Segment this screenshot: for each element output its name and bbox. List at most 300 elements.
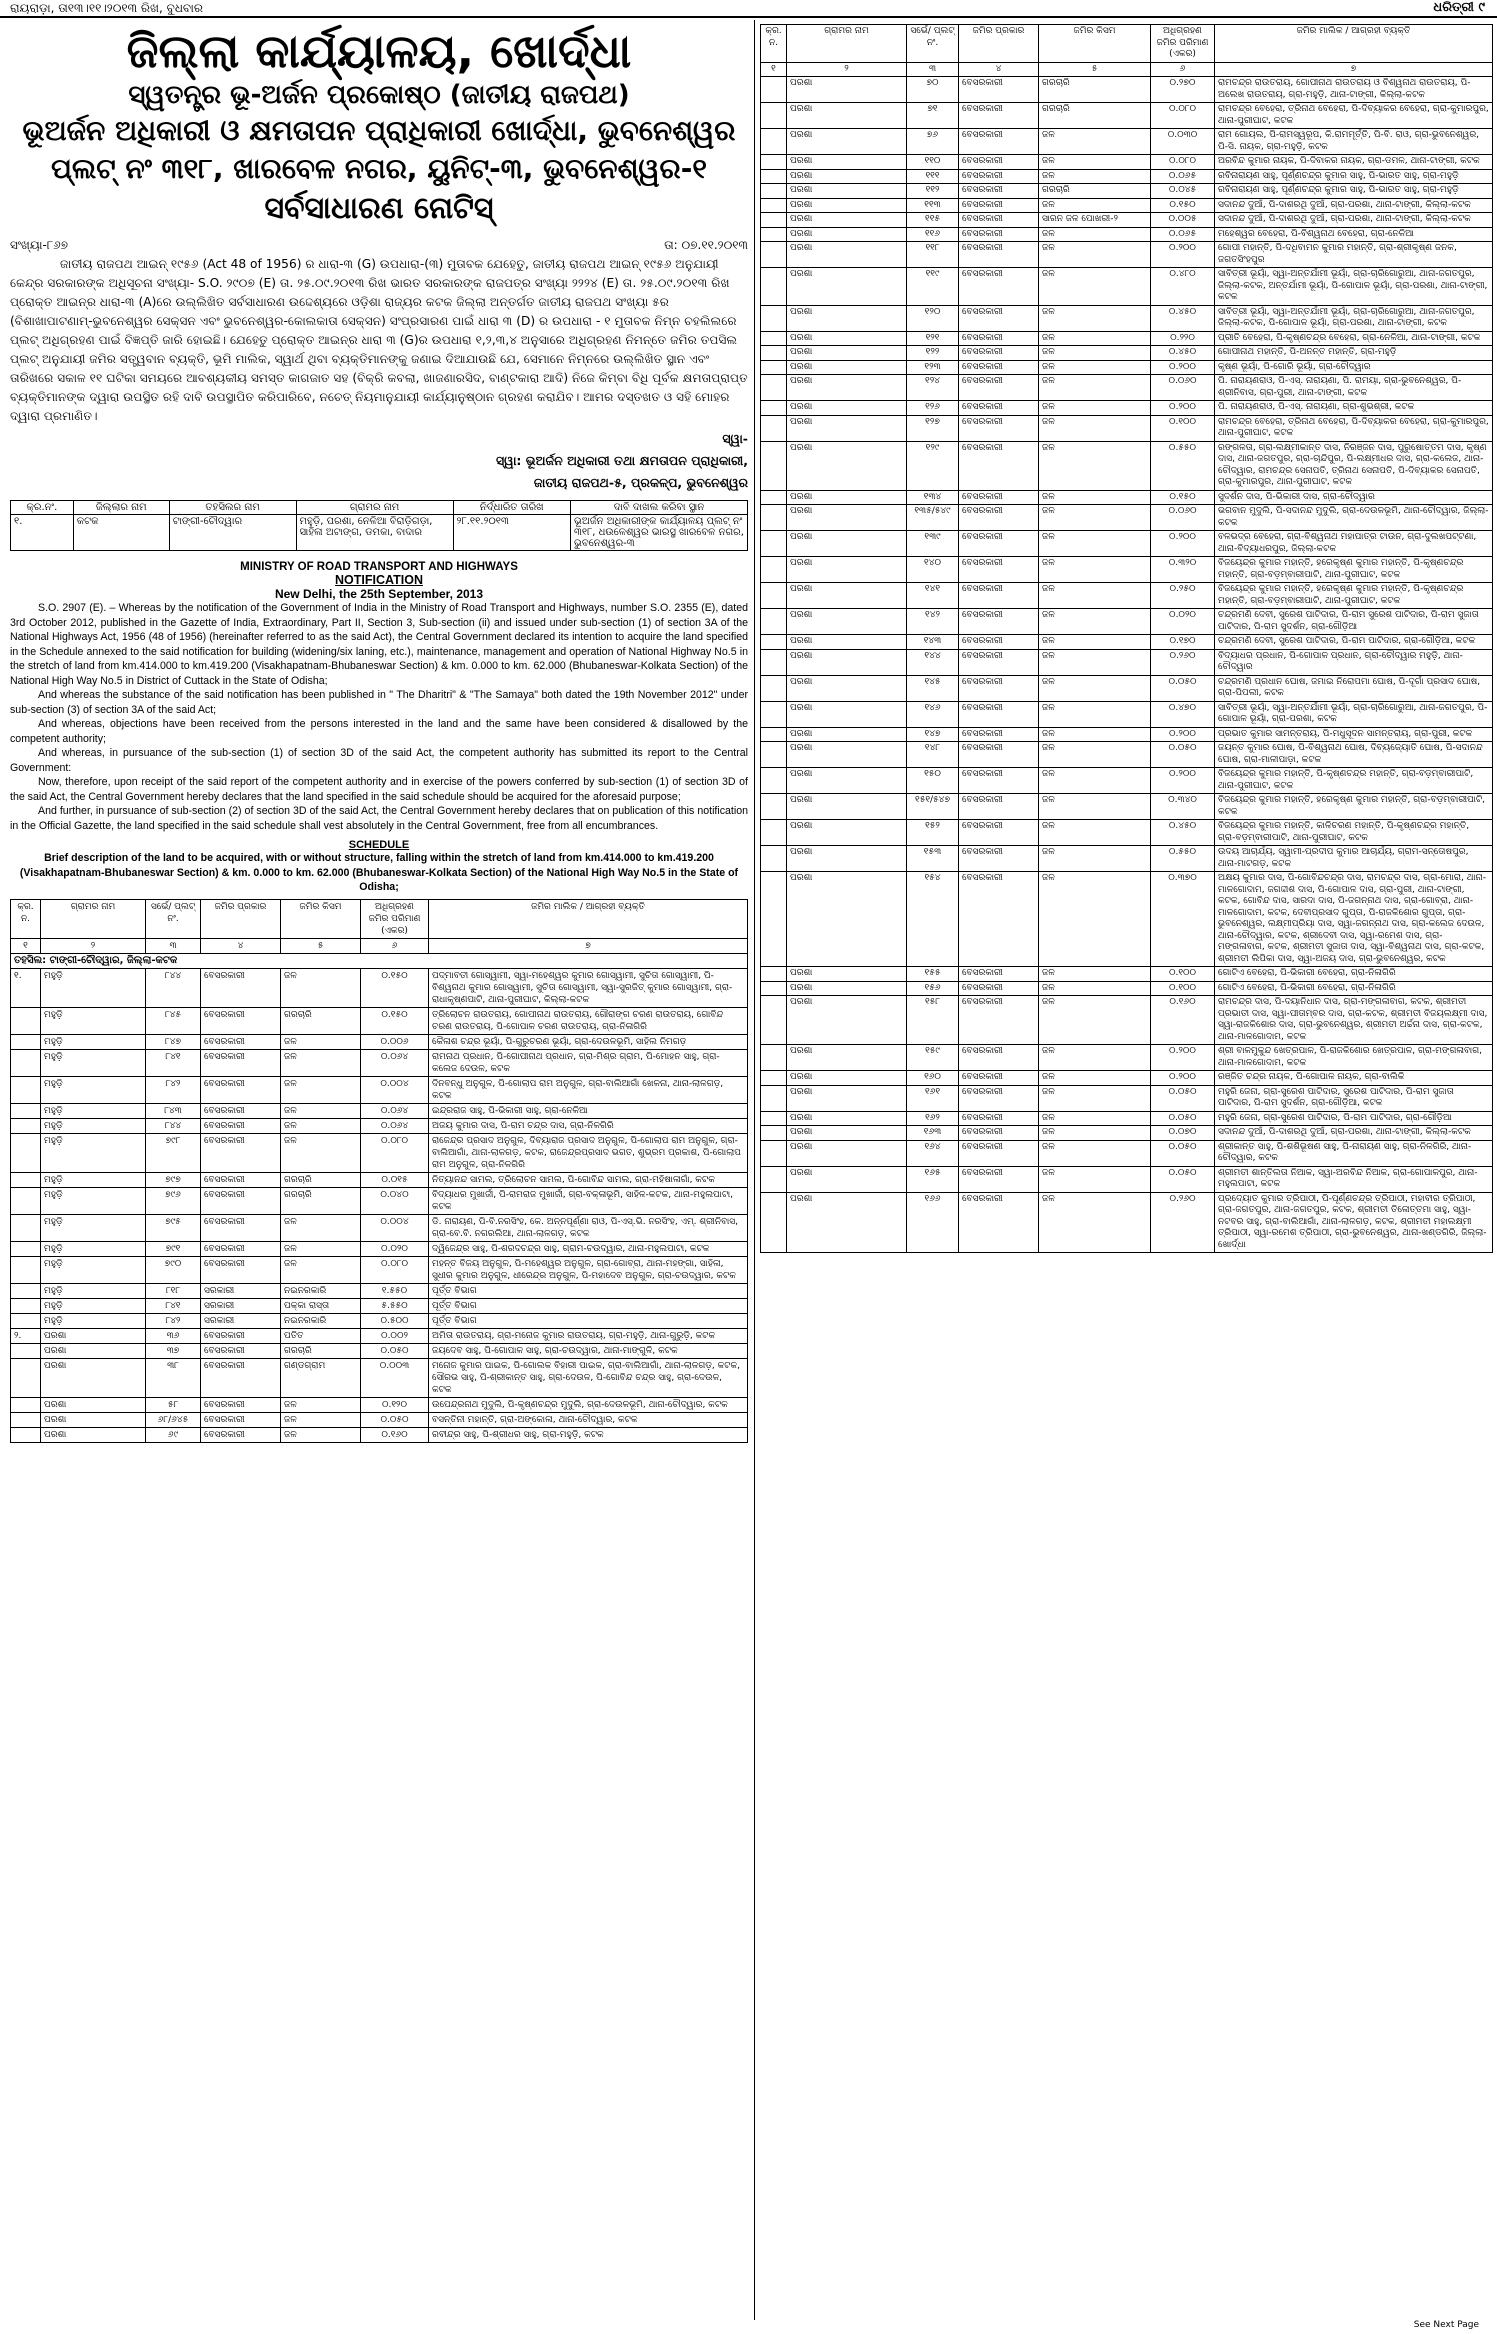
table-cell: ଶ୍ରୀ ବାଳମୁକୁନ୍ଦ ଖେତ୍ରପାଳ, ପି-ରାଜକିଶୋର ଖେତ୍ରପାଳ, ଗ୍ରା-ମଙ୍ଗଳାବାଗ, ଥାନା-ମାଳଗୋଦାମ, କଟକ	[1215, 1045, 1493, 1071]
table-cell: ପରଶା	[787, 401, 907, 416]
table-cell: ୦.୦୫୦	[1151, 1166, 1215, 1192]
table-cell: ୦.୪୭୦	[1151, 701, 1215, 727]
table-cell: ୮୪୨	[146, 1313, 201, 1328]
table-cell: ପରଶା	[787, 609, 907, 635]
table-cell	[761, 1111, 787, 1126]
table-cell: ସୁଦର୍ଶନ ଦାସ, ପି-ଭିକାରୀ ଦାସ, ଗ୍ରା-ଚୌଦ୍ୱାର	[1215, 490, 1493, 505]
table-cell: ୧୨୭	[907, 415, 959, 441]
table-cell: ୦.୪୫୦	[1151, 346, 1215, 361]
table-cell: ବେସରକାରୀ	[201, 1241, 281, 1256]
table-cell: ବେସରକାରୀ	[959, 1071, 1039, 1086]
table-cell	[761, 1071, 787, 1086]
table-cell: ୭୯୮	[146, 1133, 201, 1172]
table-cell: ଚନ୍ଦ୍ରମଣି ପ୍ରଧାନ ଘୋଷ, ଜମାଇ ନିରୋପମା ଘୋଷ, ପି-ଦୂର୍ଗା ପ୍ରସାଦ ଘୋଷ, ଗ୍ରା-ପିପଲୀ, କଟକ	[1215, 675, 1493, 701]
table-cell: ଜଳ	[1039, 401, 1151, 416]
table-cell: ୦.୧୨୦	[361, 1397, 429, 1412]
hearing-col: ଜିଲ୍ଲାର ନାମ	[73, 501, 169, 515]
table-cell: ବେସରକାରୀ	[959, 846, 1039, 872]
table-cell: ବେସରକାରୀ	[959, 649, 1039, 675]
table-cell: ୦.୧୬୦	[1151, 996, 1215, 1045]
schedule-col-number: ୬	[361, 938, 429, 953]
table-cell: ୦.୨୬୦	[1151, 649, 1215, 675]
table-cell: ୦.୦୦୩	[361, 1358, 429, 1397]
table-cell: ୦.୫୦୦	[361, 1313, 429, 1328]
table-cell: ପରଶା	[787, 1192, 907, 1253]
table-cell: ଜଳ	[1039, 557, 1151, 583]
table-cell: ପକ୍କା ରାସ୍ତା	[281, 1298, 361, 1313]
table-cell	[761, 103, 787, 129]
table-cell: ୦.୧୫୦	[1151, 198, 1215, 213]
table-cell: ୬୯	[146, 1427, 201, 1442]
table-cell: ଜଳ	[281, 1049, 361, 1076]
table-row	[761, 1140, 1493, 1166]
table-cell: ସରକାରୀ	[201, 1283, 281, 1298]
table-cell: ବେସରକାରୀ	[959, 583, 1039, 609]
table-cell: ଜଳ	[1039, 967, 1151, 982]
table-cell: ୧୬୩	[907, 1126, 959, 1141]
table-cell: ୦.୧୦୦	[1151, 415, 1215, 441]
table-cell: ୦.୨୬୦	[1151, 1192, 1215, 1253]
hearing-cell: ଟାଙ୍ଗୀ-ଚୌଦ୍ୱାର	[169, 515, 296, 551]
table-cell: ଜଳ	[1039, 360, 1151, 375]
address-line: ପ୍ଲଟ୍ ନଂ ୩୧୮, ଖାରବେଳ ନଗର, ୟୁନିଟ୍-୩, ଭୁବନେଶ୍ୱର-୧	[50, 152, 707, 185]
table-cell: ମହୁଡ଼ି	[41, 968, 146, 1007]
table-cell: ୧୬୧	[907, 1085, 959, 1111]
table-cell: ମହୁଡ଼ି	[41, 1103, 146, 1118]
schedule-table-left	[10, 899, 748, 1443]
table-row	[761, 872, 1493, 967]
sign-line-1: ସ୍ୱା-	[722, 431, 748, 446]
table-cell: ଜଳ	[1039, 727, 1151, 742]
table-cell: ଜଳ	[1039, 981, 1151, 996]
table-cell: ଜଳ	[1039, 996, 1151, 1045]
table-cell	[761, 1085, 787, 1111]
schedule-col-number: ୧	[11, 938, 41, 953]
table-row	[761, 1166, 1493, 1192]
table-cell: ୦.୦୦୫	[1151, 213, 1215, 228]
table-cell: ଜଳ	[281, 1412, 361, 1427]
table-cell: ୭୦	[907, 77, 959, 103]
table-row	[11, 1214, 748, 1241]
office-title: ଜିଲ୍ଲା କାର୍ଯ୍ୟାଳୟ, ଖୋର୍ଦ୍ଧା	[126, 24, 632, 78]
table-cell: ୧୪୬	[907, 701, 959, 727]
schedule-body-left	[11, 899, 748, 1442]
table-cell: କୃଷ୍ଣ ଭୂୟାଁ, ପି-ଗୋରି ଭୂୟାଁ, ଗ୍ରା-ଚୌଦ୍ୱାର	[1215, 360, 1493, 375]
table-cell: ଗୋଟିଏ ବେହେରା, ପି-ଭିକାରୀ ବେହେରା, ଗ୍ରା-ନିଳାଗିରି	[1215, 981, 1493, 996]
table-cell: ବିଜୟେନ୍ଦ୍ର କୁମାର ମହାନ୍ତି, ହରେକୃଷ୍ଣ କୁମାର ମହାନ୍ତି, ଗ୍ରା-ବଡ଼ମ୍ବାରୀପାଟି, କଟକ	[1215, 794, 1493, 820]
table-cell: ୧୨୧	[907, 331, 959, 346]
table-cell	[761, 360, 787, 375]
hearing-col: ନିର୍ଦ୍ଧାରିତ ତାରିଖ	[453, 501, 570, 515]
table-cell: ଗୋଟିଏ ବେହେରା, ପି-ଭିକାରୀ ବେହେରା, ଗ୍ରା-ନିଳାଗିରି	[1215, 967, 1493, 982]
table-cell: ୫.୫୫୦	[361, 1298, 429, 1313]
hearing-row	[11, 515, 748, 551]
table-cell: ପରଶା	[787, 1166, 907, 1192]
table-cell: ବେସରକାରୀ	[201, 1118, 281, 1133]
table-row	[761, 415, 1493, 441]
table-cell: ବେସରକାରୀ	[959, 727, 1039, 742]
table-cell	[761, 996, 787, 1045]
table-cell: ବେସରକାରୀ	[959, 635, 1039, 650]
table-cell: ଜଳ	[281, 1256, 361, 1283]
table-row	[761, 401, 1493, 416]
table-cell: ମହୁଡ଼ି	[41, 1034, 146, 1049]
schedule-number-row	[761, 62, 1493, 77]
table-cell: ଜଳ	[1039, 872, 1151, 967]
table-row	[761, 213, 1493, 228]
english-notification	[10, 561, 748, 895]
table-cell: ୮୪୨	[146, 1076, 201, 1103]
table-cell: ଜଳ	[1039, 1140, 1151, 1166]
table-row	[11, 1241, 748, 1256]
table-cell: ଜଳ	[1039, 1126, 1151, 1141]
schedule-col-number: ୫	[281, 938, 361, 953]
table-cell: ଗଣ୍ଡଗ୍ରାମ	[281, 1358, 361, 1397]
table-row	[11, 968, 748, 1007]
table-cell: ବେସରକାରୀ	[959, 268, 1039, 306]
table-cell: ପରଶା	[787, 77, 907, 103]
schedule-title: SCHEDULE	[348, 839, 410, 851]
table-cell: ଜଳ	[281, 1118, 361, 1133]
table-cell	[761, 490, 787, 505]
table-cell: ବେସରକାରୀ	[959, 375, 1039, 401]
table-cell: ଦ୍ୱିଜେନ୍ଦ୍ର ସାହୁ, ପି-ଶରଦଚନ୍ଦ୍ର ସାହୁ, ଗ୍ରାମ-ଚଉଦ୍ୱାର, ଥାନା-ମହୁଲପାଟା, କଟକ	[429, 1241, 748, 1256]
table-cell: ବେସରକାରୀ	[959, 184, 1039, 199]
table-row	[11, 1313, 748, 1328]
table-cell: ୦.୦୧୫	[361, 1172, 429, 1187]
table-cell: ୩୮	[146, 1358, 201, 1397]
left-column	[10, 24, 748, 2324]
table-cell: ୦.୨୦୦	[1151, 360, 1215, 375]
table-cell: ପରଶା	[787, 169, 907, 184]
table-cell: ପତିତ	[281, 1328, 361, 1343]
table-cell	[761, 242, 787, 268]
table-cell: ୦.୫୫୦	[1151, 846, 1215, 872]
table-cell	[11, 1397, 41, 1412]
table-cell: ମହୁଡ଼ି	[41, 1007, 146, 1034]
table-cell: ପ୍ରଭାତ କୁମାର ସାମନ୍ତରାୟ, ପି-ମଧୁସୂଦନ ସାମନ୍ତରାୟ, ଗ୍ରା-ପୁରୀ, କଟକ	[1215, 727, 1493, 742]
table-cell	[11, 1187, 41, 1214]
table-cell: ୧୪୦	[907, 557, 959, 583]
table-cell: ୦.୦୮୦	[361, 1133, 429, 1172]
table-cell: ୧୬୨	[907, 1111, 959, 1126]
table-cell: ବେସରକାରୀ	[959, 155, 1039, 170]
table-cell	[761, 1140, 787, 1166]
table-cell: ପରଶା	[787, 846, 907, 872]
table-cell: ବେସରକାରୀ	[959, 169, 1039, 184]
hearing-table	[10, 500, 748, 551]
table-row	[761, 169, 1493, 184]
table-cell	[761, 184, 787, 199]
table-cell: ଜଳ	[1039, 675, 1151, 701]
table-cell: ୧୪୫	[907, 675, 959, 701]
table-cell: ବେସରକାରୀ	[959, 531, 1039, 557]
table-cell: ଜଳ	[1039, 129, 1151, 155]
table-cell: ବେସରକାରୀ	[201, 1034, 281, 1049]
table-row	[761, 155, 1493, 170]
table-cell	[11, 1034, 41, 1049]
table-cell: ଜୟଦେବ ସାହୁ, ପି-ଗୋପାଳ ସାହୁ, ଗ୍ରା-ଚଉଦ୍ୱାର, ଥାନା-ମାଙ୍ଗୁଳି, କଟକ	[429, 1343, 748, 1358]
table-cell: ରଙ୍ଗଳତା, ଗ୍ରା-ଲକ୍ଷ୍ମୀକାନ୍ତ ଦାସ, ନିରଞ୍ଜନ ଦାସ, ପୁରୁଷୋତ୍ତମ ଦାସ, କୃଷ୍ଣ ଦାସ, ଥାନା-ଜଗତପୁର, ଗ୍ରା-ଚାନ୍ଦିପୁର, ପି-ଲକ୍ଷ୍ମୀଧର ଦାସ, ଗ୍ରା-କଲେଜ, ଥାନା-ଚୌଦ୍ୱାର, ରାମଚନ୍ଦ୍ର ସେନାପତି, ତ୍ରିନାଥ ସେନାପତି, ପି-ଦିବ୍ୟାକର ସେନାପତି, ଗ୍ରା-କୁମାରପୁର, ଥାନା-ପୁରୀଘାଟ, କଟକ	[1215, 441, 1493, 490]
table-cell	[761, 77, 787, 103]
table-cell: ପରଶା	[787, 305, 907, 331]
table-cell: ପରଶା	[787, 213, 907, 228]
table-cell: ସଦାନନ୍ଦ ଦୁଆଁ, ପି-ଦାଶରଥି ଦୁଆଁ, ଗ୍ରା-ପରଶା, ଥାନା-ଟାଙ୍ଗୀ, କିଲ୍ଲା-କଟକ	[1215, 213, 1493, 228]
table-cell: ପରଶା	[787, 649, 907, 675]
table-cell: ପରଶା	[787, 742, 907, 768]
table-cell: ୧୨୬	[907, 401, 959, 416]
hearing-cell: ୧.	[11, 515, 74, 551]
schedule-col-header: ଜମିର ପ୍ରକାର	[201, 899, 281, 938]
table-cell: ପରଶା	[787, 268, 907, 306]
hearing-col: ଗ୍ରାମର ନାମ	[296, 501, 453, 515]
table-cell: ବେସରକାରୀ	[959, 981, 1039, 996]
table-cell: ବେସରକାରୀ	[959, 346, 1039, 361]
table-cell: ଜଳ	[1039, 820, 1151, 846]
table-cell: ଭଗବାନ ମୁଦୁଲି, ପି-ସଦାନନ୍ଦ ମୁଦୁଲି, ଗ୍ରା-ଦେଉଳଭୂମି, ଥାନା-ଚୌଦ୍ୱାର, ଜିଲ୍ଲା-କଟକ	[1215, 505, 1493, 531]
table-cell	[761, 768, 787, 794]
table-cell: ବିଜୟେନ୍ଦ୍ର କୁମାର ମହାନ୍ତି, ହରେକୃଷ୍ଣ କୁମାର ମହାନ୍ତି, ପି-କୃଷ୍ଣଚନ୍ଦ୍ର ମହାନ୍ତି, ଗ୍ରା-ବଡ଼ମ୍ବାରୀପାଟି, ଥାନା-ପୁରୀଘାଟ, କଟକ	[1215, 557, 1493, 583]
table-cell: ଜଳ	[1039, 701, 1151, 727]
table-cell	[761, 331, 787, 346]
table-cell: ଗରଚାରି	[1039, 77, 1151, 103]
table-cell: ନଇନରକାରି	[281, 1313, 361, 1328]
table-cell: ବେସରକାରୀ	[959, 1111, 1039, 1126]
table-row	[761, 331, 1493, 346]
table-cell: ୦.୦୬୪	[361, 1049, 429, 1076]
table-cell: ପ୍ରୀତି ବେହେରା, ପି-କୃଷ୍ଣଚନ୍ଦ୍ର ବେହେରା, ଗ୍ରା-ନେଳିଆ, ଥାନା-ଟାଙ୍ଗୀ, କଟକ	[1215, 331, 1493, 346]
table-cell: ମହୁଡ଼ି	[41, 1076, 146, 1103]
table-row	[761, 1085, 1493, 1111]
table-cell: ଡି. ନାରାୟଣ, ପି-ବି.ନରସିଂହ, କେ. ଅନ୍ନପୂର୍ଣ୍ଣା ରାଓ, ପି-ଏସ୍.ଭି. ନରସିଂହ, ଏମ୍. ଶ୍ରୀନିବାସ, ଗ୍ରା-ବେ.ବି. ନଗରଲିଆ, ଥାନା-ଲାଳଗଡ଼, କଟକ	[429, 1214, 748, 1241]
table-cell: ୦.୨୦୦	[1151, 727, 1215, 742]
table-cell: ପରଶା	[787, 103, 907, 129]
page-header	[0, 0, 1497, 16]
table-cell: ବେସରକାରୀ	[959, 103, 1039, 129]
schedule-col-header: ଅଧିଗ୍ରହଣ ଜମିର ପରିମାଣ (ଏକର)	[1151, 25, 1215, 63]
table-cell	[11, 1412, 41, 1427]
schedule-col-header: ଅଧିଗ୍ରହଣ ଜମିର ପରିମାଣ (ଏକର)	[361, 899, 429, 938]
table-cell: ବେସରକାରୀ	[959, 401, 1039, 416]
table-cell: ୦.୨୦୦	[1151, 1045, 1215, 1071]
table-cell: ବେସରକାରୀ	[959, 1166, 1039, 1192]
table-cell: ୧.	[11, 968, 41, 1007]
table-cell: ମନୋଜ କୁମାର ପାଇକ, ପି-ଗୋଲକ ବିହାରୀ ପାଇକ, ଗ୍ରା-ବାଲିଆଗାଁ, ଥାନା-ଲାଳଗଡ଼, କଟକ, ସୌରଭ ସାହୁ, ପି-ଶ୍ରୀକାନ୍ତ ସାହୁ, ଗ୍ରା-ଦେଉଳ, ପି-ଗୋବିନ୍ଦ ଚନ୍ଦ୍ର ସାହୁ, ଗ୍ରା-ଦେଉଳ, କଟକ	[429, 1358, 748, 1397]
notice-title: ସର୍ବସାଧାରଣ ନୋଟିସ୍	[264, 191, 494, 226]
table-row	[761, 996, 1493, 1045]
table-row	[11, 1328, 748, 1343]
table-cell: ୦.୨୦୦	[1151, 531, 1215, 557]
column-divider	[754, 20, 755, 2320]
table-cell: ଜଳ	[1039, 742, 1151, 768]
schedule-body-right	[761, 25, 1493, 1253]
table-cell: ୮୪୪	[146, 1118, 201, 1133]
table-cell: ଜଳ	[281, 1076, 361, 1103]
table-row	[761, 375, 1493, 401]
table-cell: ୦.୧୫୦	[361, 1007, 429, 1034]
schedule-col-header: ଗ୍ରାମର ନାମ	[41, 899, 146, 938]
table-cell: ୦.୨୦୦	[1151, 1071, 1215, 1086]
table-cell: ୭୯୦	[146, 1256, 201, 1283]
table-cell: ୦.୧୫୦	[1151, 490, 1215, 505]
table-cell: ପରଶା	[41, 1427, 146, 1442]
schedule-col-header: କ୍ର. ନ.	[761, 25, 787, 63]
table-cell: ପରଶା	[787, 505, 907, 531]
table-cell: ରାମଚନ୍ଦ୍ର ବେହେରା, ତ୍ରିନାଥ ବେହେରା, ପି-ଦିବ୍ୟାକର ବେହେରା, ଗ୍ରା-କୁମାରପୁର, ଥାନା-ପୁରୀଘାଟ, କଟକ	[1215, 103, 1493, 129]
authority-title: ଭୂଅର୍ଜନ ଅଧିକାରୀ ଓ କ୍ଷମତାପନ ପ୍ରାଧିକାରୀ ଖୋର୍ଦ୍ଧା, ଭୁବନେଶ୍ୱର	[22, 114, 736, 147]
sign-line-3: ଜାତୀୟ ରାଜପଥ-୫, ପ୍ରକଳ୍ପ, ଭୁବନେଶ୍ୱର	[533, 475, 748, 490]
table-cell	[11, 1133, 41, 1172]
table-cell: ଗରଚାରି	[281, 1007, 361, 1034]
table-row	[761, 967, 1493, 982]
table-cell: ୦.୦୬୪	[361, 1118, 429, 1133]
table-cell: ୦.୧୭୦	[1151, 635, 1215, 650]
table-cell: ସାବିତ୍ରୀ ଭୂୟାଁ, ସ୍ୱା-ଅନ୍ତର୍ଯାମୀ ଭୂୟାଁ, ଗ୍ରା-ଚାରିଗୋରୁଆ, ଥାନା-ଜଗତପୁର, ଜିଲ୍ଲା-କଟକ, ଅନ୍ତର୍ଯାମୀ ଭୂୟାଁ, ପି-ଗୋପାଳ ଭୂୟାଁ, ଗ୍ରା-ପରଶା, ଥାନା-ଟାଙ୍ଗୀ, କଟକ	[1215, 268, 1493, 306]
table-cell: ଉପେନ୍ଦ୍ରନାଥ ମୁଦୁଲି, ପି-କୃଷ୍ଣଚନ୍ଦ୍ର ମୁଦୁଲି, ଗ୍ରା-ଦେଉଳଭୂମି, ଥାନା-ଚୌଦ୍ୱାର, କଟକ	[429, 1397, 748, 1412]
table-row	[761, 360, 1493, 375]
table-cell: ଜଳ	[281, 1241, 361, 1256]
table-cell: ୦.୦୬୦	[1151, 505, 1215, 531]
table-cell: ବିଜୟେନ୍ଦ୍ର କୁମାର ମହାନ୍ତି, ହରେକୃଷ୍ଣ କୁମାର ମହାନ୍ତି, ପି-କୃଷ୍ଣଚନ୍ଦ୍ର ମହାନ୍ତି, ଗ୍ରା-ବଡ଼ମ୍ବାରୀପାଟି, ଥାନା-ପୁରୀଘାଟ, କଟକ	[1215, 583, 1493, 609]
table-cell: ଚନ୍ଦ୍ରମଣି ଦେବୀ, ସୁରେଶ ପାଟିଦାର, ପି-ରାମ ସୁରେଶ ପାଟିଦାର, ପି-ରାମ ସୁଜାତା ପାଟିଦାର, ପି-ରାମ ସୁଦର୍ଶନ, ଗ୍ରା-ଗୌଡ଼ିଆ	[1215, 609, 1493, 635]
table-cell: ସରକାରୀ	[201, 1298, 281, 1313]
table-cell: ୦.୦୦୬	[361, 1034, 429, 1049]
table-cell: ୦.୦୬୦	[1151, 375, 1215, 401]
table-cell: ବେସରକାରୀ	[959, 675, 1039, 701]
table-cell: ରାମନାଥ ପ୍ରଧାନ, ପି-ଗୋପୀନାଥ ପ୍ରଧାନ, ଗ୍ରା-ମିଶ୍ର ଗ୍ରାମ, ପି-ମୋହନ ସାହୁ, ଗ୍ରା-କଲେଜ ଦେଉଳ, କଟକ	[429, 1049, 748, 1076]
table-cell: ବେସରକାରୀ	[201, 1343, 281, 1358]
table-row	[11, 1187, 748, 1214]
table-row	[761, 129, 1493, 155]
table-cell	[761, 742, 787, 768]
table-cell: ୭୯୭	[146, 1172, 201, 1187]
table-row	[11, 1103, 748, 1118]
hearing-cell: ୨୮.୧୧.୨୦୧୩	[453, 515, 570, 551]
table-cell: ରାମଚନ୍ଦ୍ର ରାଉତରାୟ, ଗୋପୀନାଥ ରାଉତରାୟ ଓ ବିଶ୍ୱନାଥ ରାଉତରାୟ, ପି-ଅଲେଖ ରାଉତରାୟ, ଗ୍ରା-ମହୁଡ଼ି, ଥାନା-ଟାଙ୍ଗୀ, କିଲ୍ଲା-କଟକ	[1215, 77, 1493, 103]
table-cell	[11, 1103, 41, 1118]
table-cell: ରଞ୍ଜିତ ଚନ୍ଦ୍ର ନାୟକ, ପି-ଗୋପାଳ ନାୟକ, ଗ୍ରା-ବାଲିକି	[1215, 1071, 1493, 1086]
hearing-cell: ମହୁଡ଼ି, ପରଶା, ନେଳିଆ ବିରାଡ଼ିଗଡ଼ା, ସାହିଳା ଅଟାଙ୍ଗ, ଡମକା, ବାଦାର	[296, 515, 453, 551]
table-row	[761, 768, 1493, 794]
table-cell: ୦.୦୫୦	[361, 1412, 429, 1427]
table-cell	[761, 401, 787, 416]
table-cell: ୮୪୩	[146, 1103, 201, 1118]
table-cell: ପରଶା	[787, 820, 907, 846]
table-cell: ୧୪୮	[907, 742, 959, 768]
schedule-col-number: ୨	[787, 62, 907, 77]
page-number: ଧରିତ୍ରୀ ୯	[1433, 0, 1485, 15]
table-cell: ବିଦ୍ୟାଧର ମୁଖାର୍ଜୀ, ପି-ରାମରାଜ ମୁଖାର୍ଜୀ, ଗ୍ରା-ବକ୍ଳାଭୂମି, ସାହିଳ-କଟକ, ଥାନା-ମହୁଲପାଟା, କଟକ	[429, 1187, 748, 1214]
table-cell: ପରଶା	[787, 129, 907, 155]
table-cell: ୧୨୩	[907, 360, 959, 375]
schedule-col-number: ୩	[907, 62, 959, 77]
table-cell: ସାରନ ଜଳ ପୋଖରୀ-୨	[1039, 213, 1151, 228]
table-cell	[11, 1214, 41, 1241]
table-cell: ବେସରକାରୀ	[201, 1412, 281, 1427]
table-cell: ଶ୍ରୀମତୀ ଶାନ୍ତିଲତା ନିଆକ, ସ୍ୱା-ଅରବିନ୍ଦ ନିଆକ, ଗ୍ରା-ଗୋପାଳପୁର, ଥାନା-ମହୁଲପାଟା, କଟକ	[1215, 1166, 1493, 1192]
table-cell: ବେସରକାରୀ	[959, 1045, 1039, 1071]
table-cell: ୦.୦୫୦	[1151, 1111, 1215, 1126]
table-cell: ପରଶା	[41, 1397, 146, 1412]
table-cell: ଗରଚାରି	[1039, 103, 1151, 129]
right-column	[760, 24, 1493, 2314]
table-cell: ୮୧୮	[146, 1283, 201, 1298]
table-cell: ୬୮/୬୪୫	[146, 1412, 201, 1427]
table-row	[761, 981, 1493, 996]
table-cell: ୮୪୭	[146, 1034, 201, 1049]
table-cell	[761, 635, 787, 650]
table-cell: ଜଳ	[1039, 242, 1151, 268]
table-cell: ପୂର୍ତ୍ତ ବିଭାଗ	[429, 1298, 748, 1313]
table-cell: ପରଶା	[787, 701, 907, 727]
table-row	[761, 635, 1493, 650]
table-cell: ୧୧୨	[907, 184, 959, 199]
table-cell: ଗରଚାରି	[281, 1187, 361, 1214]
table-cell: ୧୧୧	[907, 169, 959, 184]
table-cell: ମହୁଡ଼ି	[41, 1133, 146, 1172]
table-cell: ଇନ୍ଦ୍ରରାଜ ସାହୁ, ପି-ଭିକାରୀ ସାହୁ, ଗ୍ରା-ନେଳିଆ	[429, 1103, 748, 1118]
schedule-col-number: ୬	[1151, 62, 1215, 77]
table-cell	[11, 1007, 41, 1034]
table-cell: ପରଶା	[787, 531, 907, 557]
table-row	[761, 531, 1493, 557]
table-cell: ୧୧୮	[907, 242, 959, 268]
table-cell: ୦.୫୫୦	[1151, 441, 1215, 490]
table-cell: ୦.୦୫୦	[1151, 1140, 1215, 1166]
schedule-col-number: ୭	[429, 938, 748, 953]
table-cell: ବେସରକାରୀ	[959, 129, 1039, 155]
table-cell: ଜଳ	[281, 1133, 361, 1172]
table-cell: ପରଶା	[787, 1111, 907, 1126]
table-cell: ବେସରକାରୀ	[201, 1007, 281, 1034]
table-cell	[761, 794, 787, 820]
table-cell: ରବିନାରାୟଣ ସାହୁ, ପୂର୍ଣ୍ଣଚନ୍ଦ୍ର କୁମାର ସାହୁ, ପି-ଭାରତ ସାହୁ, ଗ୍ରା-ମହୁଡ଼ି	[1215, 169, 1493, 184]
table-cell	[761, 198, 787, 213]
table-cell: ପରଶା	[787, 227, 907, 242]
table-cell: ପରଶା	[787, 872, 907, 967]
schedule-brief: Brief description of the land to be acquired, with or without structure, falling within the stretch of land from km.414.000 to km.419.200 (Visakhapatnam-Bhubaneswar Section) & km. 0.000 to km. 62.000 (Bhubaneswar-Kolkata Section) of the National High Way No.5 in the State of Odisha;	[19, 852, 739, 893]
schedule-col-number: ୧	[761, 62, 787, 77]
table-cell: ୧୪୪	[907, 649, 959, 675]
schedule-col-header: ସର୍ଭେ/ ପ୍ଲଟ୍ ନଂ.	[907, 25, 959, 63]
table-cell: ପରଶା	[787, 490, 907, 505]
table-cell: ବେସରକାରୀ	[959, 967, 1039, 982]
table-cell: ନିତ୍ୟାନନ୍ଦ ସାମଲ, ତ୍ରିଲୋଚନ ସାମଲ, ପି-ଗୋବିନ୍ଦ ସାମଲ, ଗ୍ରା-ମହିଷାଳାଗାଁ, କଟକ	[429, 1172, 748, 1187]
table-cell	[761, 820, 787, 846]
table-cell	[761, 305, 787, 331]
table-cell: ୦.୦୪୦	[361, 1187, 429, 1214]
table-cell: ବେସରକାରୀ	[959, 742, 1039, 768]
table-cell: ମହୁଡ଼ି	[41, 1214, 146, 1241]
table-cell: ଅମିତା ରାଉତରାୟ, ଗ୍ରା-ମନୋଜ କୁମାର ରାଉତରାୟ, ଗ୍ରା-ମହୁଡ଼ି, ଥାନା-ଗୁରୁଡ଼ି, କଟକ	[429, 1328, 748, 1343]
table-cell	[761, 846, 787, 872]
table-cell: ପରଶା	[787, 346, 907, 361]
table-cell: ୧୪୨	[907, 609, 959, 635]
table-cell: ବଳଭଦ୍ର ବେହେରା, ଗ୍ରା-ବିଶ୍ୱନାଥ ମହାପାତ୍ର ଟାଉନ, ଗ୍ରା-ଦୁଲଖପଟ୍ଟଣା, ଥାନା-ବିଦ୍ୟାଧରପୁର, ଜିଲ୍ଲା-କଟକ	[1215, 531, 1493, 557]
schedule-section-row	[11, 953, 748, 968]
table-cell: ବେସରକାରୀ	[959, 331, 1039, 346]
table-cell: ବେସରକାରୀ	[959, 360, 1039, 375]
hearing-header-row	[11, 501, 748, 515]
table-cell: ସରକାରୀ	[201, 1313, 281, 1328]
table-cell: ଜଳ	[1039, 346, 1151, 361]
table-cell: ପ୍ରଦ୍ୟୋତ କୁମାର ତ୍ରିପାଠୀ, ପି-ପୂର୍ଣ୍ଣଚନ୍ଦ୍ର ତ୍ରିପାଠୀ, ମହାବୀର ତ୍ରିପାଠୀ, ଗ୍ରା-ଜଗତପୁର, ଥାନା-ଜଗତପୁର, କଟକ, ଶ୍ରୀମତୀ ତିଳୋତ୍ତମା ସାହୁ, ସ୍ୱା-ନଟବର ସାହୁ, ଗ୍ରା-ବାଲିଆଗାଁ, ଥାନା-ଲାଳଗଡ଼, କଟକ, ଶ୍ରୀମତୀ ମହାଲକ୍ଷ୍ମୀ ତ୍ରିପାଠୀ, ସ୍ୱା-ରମେଶ ତ୍ରିପାଠୀ, ଗ୍ରା-ଭୁବନେଶ୍ୱର, ଥାନା-ଖଣ୍ଡଗିରି, ଜିଲ୍ଲା-ଖୋର୍ଦ୍ଧା	[1215, 1192, 1493, 1253]
table-cell	[761, 1166, 787, 1192]
table-row	[761, 77, 1493, 103]
table-cell: ୦.୧୦୦	[1151, 981, 1215, 996]
table-cell: ପରଶା	[787, 375, 907, 401]
table-cell: ପରଶା	[787, 1045, 907, 1071]
